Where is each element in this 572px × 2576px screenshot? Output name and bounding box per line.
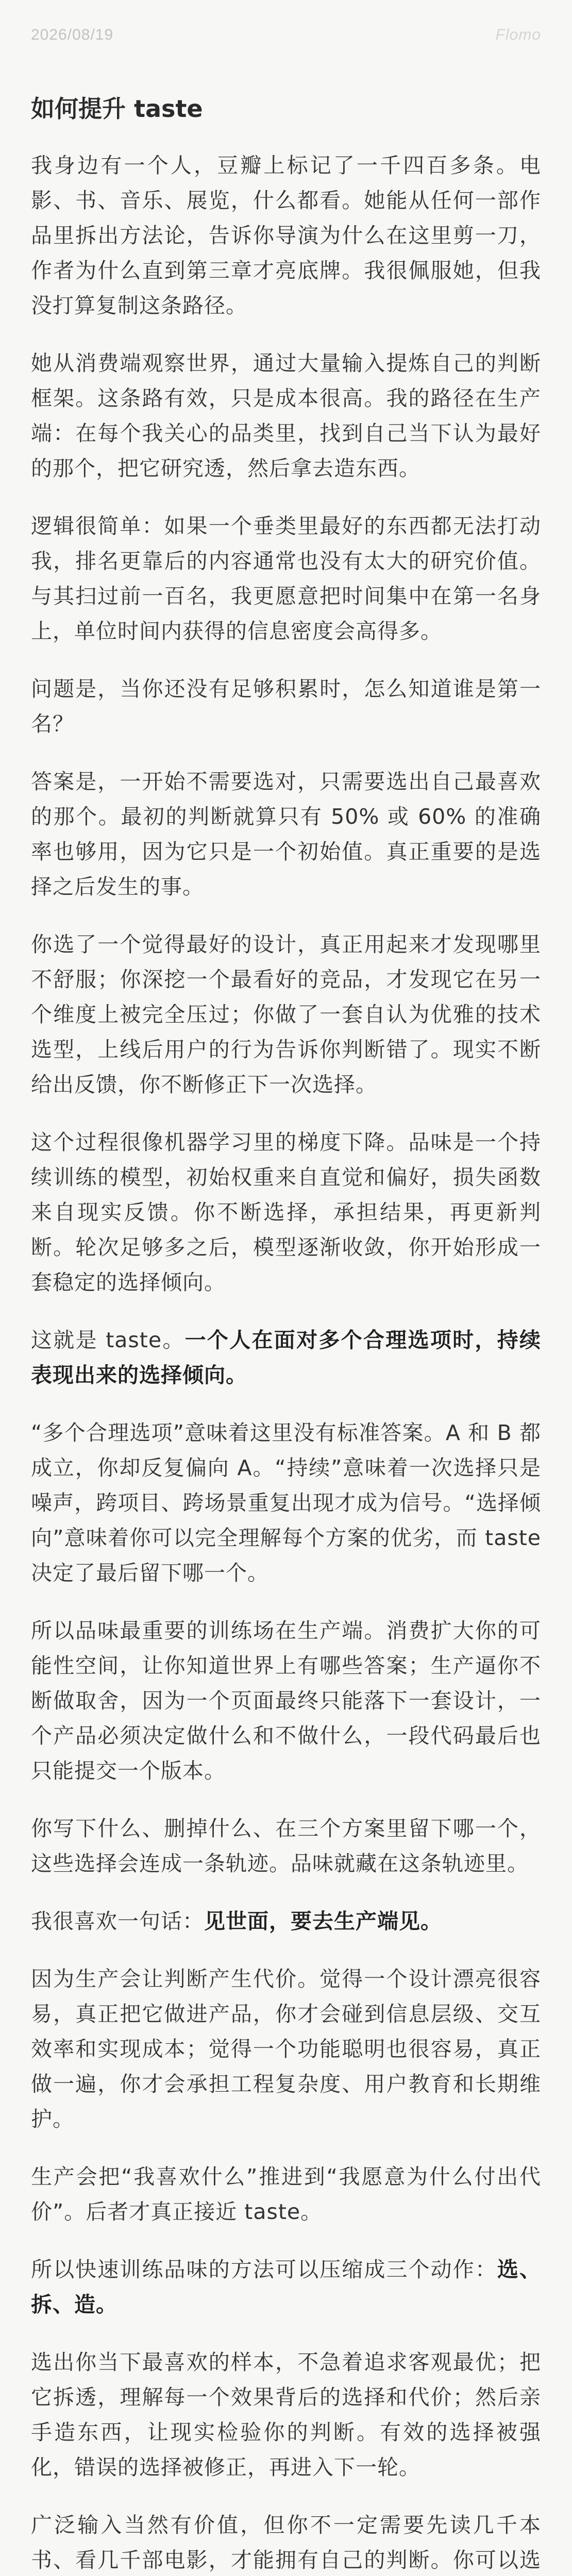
paragraph-text: 选出你当下最喜欢的样本，不急着追求客观最优；把它拆透，理解每一个效果背后的选择和代价；然后亲手造东西，让现实检验你的判断。有效的选择被强化，错误的选择被修正，再进入下一轮。	[31, 2350, 541, 2480]
paragraph-text: 你写下什么、删掉什么、在三个方案里留下哪一个，这些选择会连成一条轨迹。品味就藏在这条轨迹里。	[31, 1816, 541, 1876]
paragraph-text: 逻辑很简单：如果一个垂类里最好的东西都无法打动我，排名更靠后的内容通常也没有太大的研究价值。与其扫过前一百名，我更愿意把时间集中在第一名身上，单位时间内获得的信息密度会高得多。	[31, 514, 541, 644]
brand-logo: Flomo	[495, 26, 541, 43]
memo-paragraph	[31, 2345, 541, 2485]
memo-body	[31, 148, 541, 2576]
memo-paragraph	[31, 346, 541, 486]
paragraph-text: 这个过程很像机器学习里的梯度下降。品味是一个持续训练的模型，初始权重来自直觉和偏好，损失函数来自现实反馈。你不断选择，承担结果，再更新判断。轮次足够多之后，模型逐渐收敛，你开始形成一套稳定的选择倾向。	[31, 1130, 541, 1295]
paragraph-text: 答案是，一开始不需要选对，只需要选出自己最喜欢的那个。最初的判断就算只有 50% 或 60% 的准确率也够用，因为它只是一个初始值。真正重要的是选择之后发生的事。	[31, 769, 541, 900]
memo-paragraph	[31, 671, 541, 741]
paragraph-text: 她从消费端观察世界，通过大量输入提炼自己的判断框架。这条路有效，只是成本很高。我的路径在生产端：在每个我关心的品类里，找到自己当下认为最好的那个，把它研究透，然后拿去造东西。	[31, 351, 541, 481]
emphasis-text: 一个人在面对多个合理选项时，持续表现出来的选择倾向。	[31, 1328, 541, 1388]
memo-paragraph	[31, 1811, 541, 1881]
paragraph-text: 所以品味最重要的训练场在生产端。消费扩大你的可能性空间，让你知道世界上有哪些答案；生产逼你不断做取舍，因为一个页面最终只能落下一套设计，一个产品必须决定做什么和不做什么，一段代码最后也只能提交一个版本。	[31, 1618, 541, 1784]
memo-date: 2026/08/19	[31, 26, 114, 43]
memo-paragraph	[31, 1125, 541, 1300]
paragraph-text: 广泛输入当然有价值，但你不一定需要先读几千本书、看几千部电影，才能拥有自己的判断。你可以选	[31, 2513, 541, 2573]
memo-paragraph	[31, 1904, 541, 1939]
memo-paragraph	[31, 509, 541, 649]
paragraph-text: 我身边有一个人，豆瓣上标记了一千四百多条。电影、书、音乐、展览，什么都看。她能从任何一部作品里拆出方法论，告诉你导演为什么在这里剪一刀，作者为什么直到第三章才亮底牌。我很佩服她，但我没打算复制这条路径。	[31, 153, 541, 318]
memo-paragraph	[31, 2159, 541, 2229]
memo-paragraph	[31, 2252, 541, 2322]
memo-header	[31, 25, 541, 45]
paragraph-text: 所以快速训练品味的方法可以压缩成三个动作：	[31, 2257, 497, 2282]
paragraph-text: 因为生产会让判断产生代价。觉得一个设计漂亮很容易，真正把它做进产品，你才会碰到信息层级、交互效率和实现成本；觉得一个功能聪明也很容易，真正做一遍，你才会承担工程复杂度、用户教育和长期维护。	[31, 1967, 541, 2132]
memo-paragraph	[31, 148, 541, 323]
memo-paragraph	[31, 1415, 541, 1590]
memo-paragraph	[31, 1323, 541, 1393]
memo-paragraph	[31, 764, 541, 904]
emphasis-text: 见世面，要去生产端见。	[204, 1909, 442, 1934]
emphasis-text: 选、拆、造。	[31, 2257, 542, 2317]
memo-title: 如何提升 taste	[31, 95, 203, 123]
paragraph-text: 这就是 taste。	[31, 1328, 185, 1353]
paragraph-text: “多个合理选项”意味着这里没有标准答案。A 和 B 都成立，你却反复偏向 A。“持续”意味着一次选择只是噪声，跨项目、跨场景重复出现才成为信号。“选择倾向”意味着你可以完全理解每个方案的优劣，而 taste 决定了最后留下哪一个。	[31, 1420, 541, 1586]
paragraph-text: 问题是，当你还没有足够积累时，怎么知道谁是第一名？	[31, 676, 541, 737]
paragraph-text: 生产会把“我喜欢什么”推进到“我愿意为什么付出代价”。后者才真正接近 taste。	[31, 2164, 541, 2225]
memo-paragraph	[31, 2507, 541, 2576]
paragraph-text: 我很喜欢一句话：	[31, 1909, 204, 1934]
memo-paragraph	[31, 927, 541, 1102]
memo-paragraph	[31, 1961, 541, 2137]
memo-paragraph	[31, 1613, 541, 1788]
paragraph-text: 你选了一个觉得最好的设计，真正用起来才发现哪里不舒服；你深挖一个最看好的竞品，才发现它在另一个维度上被完全压过；你做了一套自认为优雅的技术选型，上线后用户的行为告诉你判断错了。现实不断给出反馈，你不断修正下一次选择。	[31, 932, 541, 1097]
memo-content	[31, 95, 541, 2576]
